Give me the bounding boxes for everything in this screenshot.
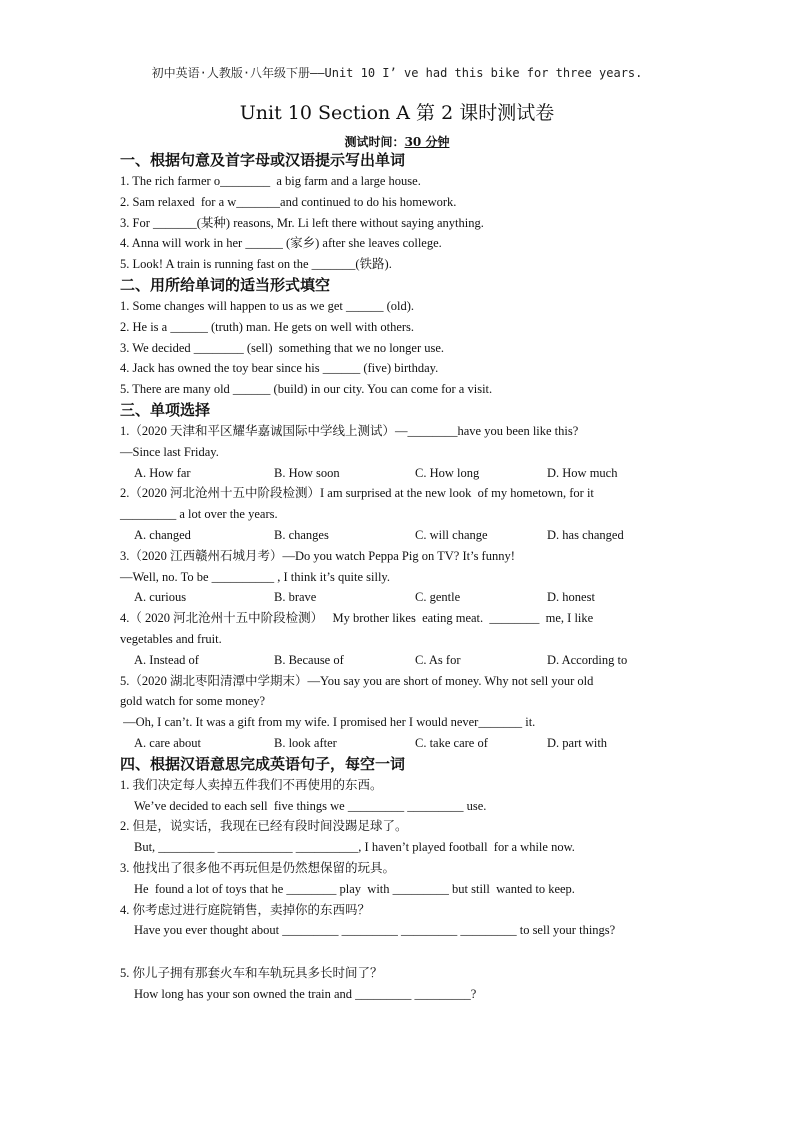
s2-item-1: 1. Some changes will happen to us as we get ______ (old). (120, 298, 415, 313)
s3-q3-line-1: 3.（2020 江西赣州石城月考）—Do you watch Peppa Pig on TV? It’s funny! (120, 548, 515, 563)
s3-q5-option-b: B. look after (274, 735, 337, 750)
s3-q3-options (120, 587, 680, 608)
s3-q2-option-d: D. has changed (547, 527, 624, 542)
s4-item-4-en: Have you ever thought about _________ _________ _________ _________ to sell your things? (134, 923, 616, 938)
s3-q3-option-c: C. gentle (415, 590, 461, 605)
s3-q3-option-d: D. honest (547, 590, 595, 605)
s4-item-2-cn: 2. 但是，说实话，我现在已经有段时间没踢足球了。 (120, 819, 408, 834)
s4-item-3-en: He found a lot of toys that he ________ play with _________ but still wanted to keep. (134, 881, 575, 896)
s3-q3-option-a: A. curious (134, 590, 187, 605)
test-time-value: 30 分钟 (404, 135, 450, 149)
page-title: Unit 10 Section A 第 2 课时测试卷 (239, 102, 555, 124)
s1-item-2: 2. Sam relaxed for a w_______and continued to do his homework. (120, 194, 457, 209)
s4-item-1-en: We’ve decided to each sell five things we _________ _________ use. (134, 798, 487, 813)
s4-item-4-cn: 4. 你考虑过进行庭院销售，卖掉你的东西吗？ (120, 902, 371, 917)
s3-q1-options (120, 463, 680, 484)
s4-item-1-cn: 1. 我们决定每人卖掉五件我们不再使用的东西。 (120, 777, 383, 792)
s3-q4-options (120, 650, 680, 671)
s3-q1-option-d: D. How much (547, 465, 618, 480)
s4-item-2-en: But, _________ ____________ __________, I haven’t played football for a while now. (134, 840, 575, 855)
s3-q5-line-3: —Oh, I can’t. It was a gift from my wife. I promised her I would never_______ it. (120, 715, 536, 730)
s3-q1-option-c: C. How long (415, 465, 480, 480)
s1-item-1: 1. The rich farmer o________ a big farm and a large house. (120, 174, 421, 188)
spacer (120, 941, 680, 963)
section-1-heading: 一、根据句意及首字母或汉语提示写出单词 (120, 151, 406, 169)
section-4-heading: 四、根据汉语意思完成英语句子，每空一词 (120, 754, 406, 773)
section-3-heading: 三、单项选择 (120, 400, 211, 419)
s3-q2-line-2: _________ a lot over the years. (120, 507, 278, 522)
test-time-label: 测试时间： (344, 135, 405, 149)
s3-q5-options (120, 733, 680, 754)
s3-q4-option-c: C. As for (415, 652, 461, 667)
s2-item-2: 2. He is a ______ (truth) man. He gets on well with others. (120, 319, 415, 334)
s1-item-5: 5. Look! A train is running fast on the _______(铁路). (120, 257, 392, 272)
section-2-heading: 二、用所给单词的适当形式填空 (120, 275, 331, 294)
s3-q2-option-b: B. changes (274, 527, 329, 542)
s3-q3-line-2: —Well, no. To be __________ , I think it’s quite silly. (120, 569, 390, 584)
s3-q5-line-2: gold watch for some money? (120, 694, 266, 709)
s1-item-4: 4. Anna will work in her ______ (家乡) after she leaves college. (120, 236, 442, 251)
s3-q5-option-a: A. care about (134, 735, 201, 750)
exam-content (120, 150, 680, 1005)
s3-q1-line-1: 1.（2020 天津和平区耀华嘉诚国际中学线上测试）—________have you been like this? (120, 423, 579, 438)
s3-q4-option-d: D. According to (547, 652, 628, 667)
s3-q1-option-b: B. How soon (274, 465, 340, 480)
s2-item-4: 4. Jack has owned the toy bear since his ______ (five) birthday. (120, 361, 439, 376)
s2-item-5: 5. There are many old ______ (build) in our city. You can come for a visit. (120, 382, 493, 397)
s3-q4-option-b: B. Because of (274, 652, 344, 667)
s3-q4-line-1: 4.（ 2020 河北沧州十五中阶段检测） My brother likes eating meat. ________ me, I like (120, 611, 594, 626)
s2-item-3: 3. We decided ________ (sell) something that we no longer use. (120, 340, 445, 355)
s3-q5-line-1: 5.（2020 湖北枣阳清潭中学期末）—You say you are short of money. Why not sell your old (120, 673, 594, 688)
s3-q1-line-2: —Since last Friday. (120, 444, 219, 459)
s3-q5-option-d: D. part with (547, 735, 608, 750)
s4-item-5-cn: 5. 你儿子拥有那套火车和车轨玩具多长时间了？ (120, 966, 383, 981)
s3-q2-options (120, 525, 680, 546)
s4-item-3-cn: 3. 他找出了很多他不再玩但是仍然想保留的玩具。 (120, 860, 396, 875)
s3-q2-option-a: A. changed (134, 527, 191, 542)
test-time (0, 133, 794, 150)
page-header: 初中英语·人教版·八年级下册——Unit 10 I’ ve had this bike for three years. (151, 66, 643, 80)
s1-item-3: 3. For _______(某种) reasons, Mr. Li left there without saying anything. (120, 215, 484, 230)
s3-q3-option-b: B. brave (274, 590, 317, 605)
s3-q5-option-c: C. take care of (415, 735, 488, 750)
s3-q1-option-a: A. How far (134, 465, 191, 480)
s3-q2-line-1: 2.（2020 河北沧州十五中阶段检测）I am surprised at the new look of my hometown, for it (120, 486, 594, 501)
s4-item-5-en: How long has your son owned the train and _________ _________? (134, 986, 477, 1001)
s3-q2-option-c: C. will change (415, 527, 488, 542)
s3-q4-line-2: vegetables and fruit. (120, 631, 222, 646)
s3-q4-option-a: A. Instead of (134, 652, 199, 667)
